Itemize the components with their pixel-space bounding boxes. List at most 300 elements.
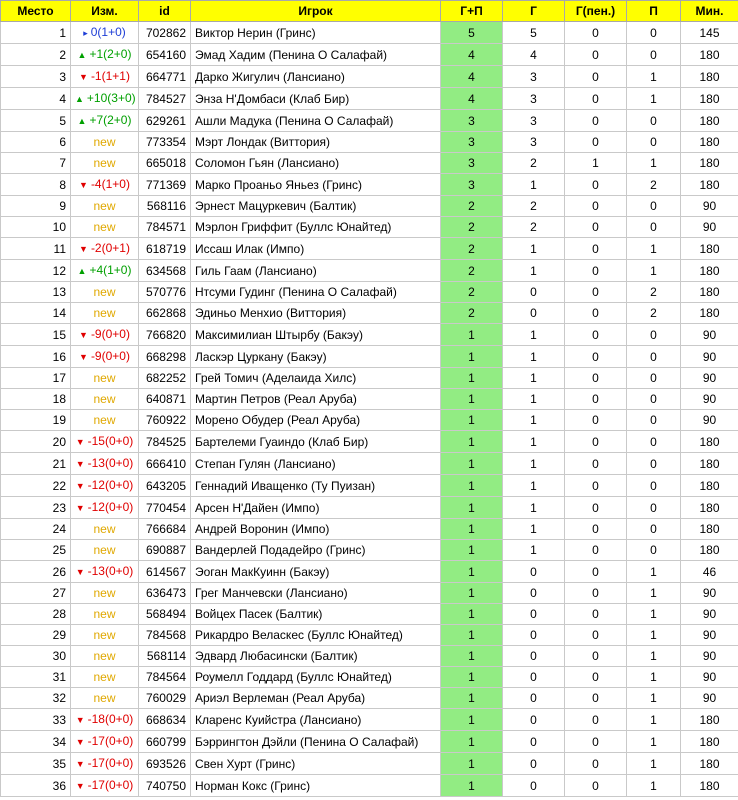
change-cell[interactable]: [71, 604, 139, 625]
goals-cell[interactable]: 0: [503, 303, 565, 324]
minutes-cell[interactable]: 90: [681, 217, 738, 238]
table-row[interactable]: [1, 346, 738, 368]
minutes-cell[interactable]: 180: [681, 431, 738, 453]
penalty-goals-cell[interactable]: 0: [565, 217, 627, 238]
id-cell[interactable]: 770454: [139, 497, 191, 519]
minutes-cell[interactable]: 180: [681, 519, 738, 540]
minutes-cell[interactable]: 180: [681, 497, 738, 519]
goals-assists-cell[interactable]: 2: [441, 217, 503, 238]
goals-assists-cell[interactable]: 1: [441, 346, 503, 368]
goals-cell[interactable]: 1: [503, 540, 565, 561]
change-cell[interactable]: [71, 368, 139, 389]
minutes-cell[interactable]: 180: [681, 303, 738, 324]
penalty-goals-cell[interactable]: 0: [565, 561, 627, 583]
minutes-cell[interactable]: 180: [681, 282, 738, 303]
id-cell[interactable]: 668298: [139, 346, 191, 368]
player-cell[interactable]: Энза Н'Домбаси (Клаб Бир): [191, 88, 441, 110]
goals-cell[interactable]: 1: [503, 238, 565, 260]
goals-assists-cell[interactable]: 1: [441, 688, 503, 709]
place-cell[interactable]: 18: [1, 389, 71, 410]
id-cell[interactable]: 784564: [139, 667, 191, 688]
goals-cell[interactable]: 1: [503, 431, 565, 453]
change-cell[interactable]: [71, 519, 139, 540]
goals-cell[interactable]: 3: [503, 110, 565, 132]
player-cell[interactable]: Степан Гулян (Лансиано): [191, 453, 441, 475]
minutes-cell[interactable]: 90: [681, 389, 738, 410]
goals-cell[interactable]: 0: [503, 753, 565, 775]
goals-cell[interactable]: 1: [503, 410, 565, 431]
penalty-goals-cell[interactable]: 0: [565, 688, 627, 709]
minutes-cell[interactable]: 180: [681, 540, 738, 561]
assists-cell[interactable]: 1: [627, 88, 681, 110]
place-cell[interactable]: 10: [1, 217, 71, 238]
goals-cell[interactable]: 1: [503, 260, 565, 282]
goals-assists-cell[interactable]: 1: [441, 753, 503, 775]
table-row[interactable]: [1, 709, 738, 731]
minutes-cell[interactable]: 180: [681, 153, 738, 174]
place-cell[interactable]: 5: [1, 110, 71, 132]
place-cell[interactable]: 7: [1, 153, 71, 174]
penalty-goals-cell[interactable]: 0: [565, 731, 627, 753]
assists-cell[interactable]: 1: [627, 688, 681, 709]
goals-assists-cell[interactable]: 1: [441, 540, 503, 561]
assists-cell[interactable]: 1: [627, 753, 681, 775]
player-cell[interactable]: Грей Томич (Аделаида Хилс): [191, 368, 441, 389]
col-header-goals-assists[interactable]: Г+П: [441, 1, 503, 22]
goals-assists-cell[interactable]: 1: [441, 646, 503, 667]
player-cell[interactable]: Эдиньо Менхио (Виттория): [191, 303, 441, 324]
minutes-cell[interactable]: 90: [681, 410, 738, 431]
goals-cell[interactable]: 2: [503, 153, 565, 174]
table-row[interactable]: [1, 368, 738, 389]
table-row[interactable]: [1, 604, 738, 625]
minutes-cell[interactable]: 180: [681, 66, 738, 88]
table-row[interactable]: [1, 174, 738, 196]
goals-cell[interactable]: 0: [503, 709, 565, 731]
assists-cell[interactable]: 0: [627, 22, 681, 44]
goals-assists-cell[interactable]: 2: [441, 260, 503, 282]
change-cell[interactable]: [71, 44, 139, 66]
goals-assists-cell[interactable]: 1: [441, 453, 503, 475]
goals-assists-cell[interactable]: 2: [441, 196, 503, 217]
place-cell[interactable]: 20: [1, 431, 71, 453]
goals-assists-cell[interactable]: 1: [441, 368, 503, 389]
id-cell[interactable]: 568494: [139, 604, 191, 625]
minutes-cell[interactable]: 90: [681, 604, 738, 625]
goals-cell[interactable]: 1: [503, 389, 565, 410]
goals-cell[interactable]: 3: [503, 88, 565, 110]
table-row[interactable]: [1, 196, 738, 217]
penalty-goals-cell[interactable]: 0: [565, 646, 627, 667]
change-cell[interactable]: [71, 110, 139, 132]
penalty-goals-cell[interactable]: 0: [565, 519, 627, 540]
goals-assists-cell[interactable]: 3: [441, 174, 503, 196]
goals-cell[interactable]: 1: [503, 497, 565, 519]
place-cell[interactable]: 35: [1, 753, 71, 775]
goals-assists-cell[interactable]: 1: [441, 561, 503, 583]
table-row[interactable]: [1, 110, 738, 132]
place-cell[interactable]: 26: [1, 561, 71, 583]
goals-cell[interactable]: 3: [503, 66, 565, 88]
assists-cell[interactable]: 0: [627, 110, 681, 132]
table-row[interactable]: [1, 667, 738, 688]
player-cell[interactable]: Ариэл Верлеман (Реал Аруба): [191, 688, 441, 709]
penalty-goals-cell[interactable]: 0: [565, 346, 627, 368]
minutes-cell[interactable]: 90: [681, 667, 738, 688]
id-cell[interactable]: 665018: [139, 153, 191, 174]
goals-cell[interactable]: 0: [503, 625, 565, 646]
assists-cell[interactable]: 0: [627, 540, 681, 561]
change-cell[interactable]: [71, 88, 139, 110]
id-cell[interactable]: 636473: [139, 583, 191, 604]
change-cell[interactable]: [71, 153, 139, 174]
penalty-goals-cell[interactable]: 1: [565, 153, 627, 174]
id-cell[interactable]: 702862: [139, 22, 191, 44]
table-row[interactable]: [1, 731, 738, 753]
place-cell[interactable]: 8: [1, 174, 71, 196]
change-cell[interactable]: [71, 453, 139, 475]
table-row[interactable]: [1, 238, 738, 260]
assists-cell[interactable]: 1: [627, 625, 681, 646]
goals-assists-cell[interactable]: 1: [441, 731, 503, 753]
goals-cell[interactable]: 1: [503, 174, 565, 196]
id-cell[interactable]: 640871: [139, 389, 191, 410]
place-cell[interactable]: 32: [1, 688, 71, 709]
id-cell[interactable]: 618719: [139, 238, 191, 260]
assists-cell[interactable]: 0: [627, 324, 681, 346]
assists-cell[interactable]: 0: [627, 475, 681, 497]
assists-cell[interactable]: 0: [627, 132, 681, 153]
change-cell[interactable]: [71, 561, 139, 583]
table-row[interactable]: [1, 88, 738, 110]
goals-cell[interactable]: 1: [503, 475, 565, 497]
change-cell[interactable]: [71, 282, 139, 303]
id-cell[interactable]: 760922: [139, 410, 191, 431]
change-cell[interactable]: [71, 625, 139, 646]
place-cell[interactable]: 30: [1, 646, 71, 667]
assists-cell[interactable]: 0: [627, 44, 681, 66]
change-cell[interactable]: [71, 132, 139, 153]
penalty-goals-cell[interactable]: 0: [565, 753, 627, 775]
player-cell[interactable]: Арсен Н'Дайен (Импо): [191, 497, 441, 519]
assists-cell[interactable]: 0: [627, 519, 681, 540]
goals-assists-cell[interactable]: 1: [441, 775, 503, 797]
id-cell[interactable]: 666410: [139, 453, 191, 475]
change-cell[interactable]: [71, 540, 139, 561]
goals-cell[interactable]: 1: [503, 453, 565, 475]
table-row[interactable]: [1, 540, 738, 561]
assists-cell[interactable]: 1: [627, 604, 681, 625]
goals-cell[interactable]: 0: [503, 604, 565, 625]
penalty-goals-cell[interactable]: 0: [565, 66, 627, 88]
player-cell[interactable]: Андрей Воронин (Импо): [191, 519, 441, 540]
change-cell[interactable]: [71, 431, 139, 453]
minutes-cell[interactable]: 180: [681, 110, 738, 132]
table-row[interactable]: [1, 132, 738, 153]
table-row[interactable]: [1, 497, 738, 519]
goals-assists-cell[interactable]: 1: [441, 475, 503, 497]
player-cell[interactable]: Виктор Нерин (Гринс): [191, 22, 441, 44]
goals-assists-cell[interactable]: 1: [441, 389, 503, 410]
id-cell[interactable]: 682252: [139, 368, 191, 389]
place-cell[interactable]: 4: [1, 88, 71, 110]
minutes-cell[interactable]: 180: [681, 174, 738, 196]
table-row[interactable]: [1, 775, 738, 797]
change-cell[interactable]: [71, 583, 139, 604]
id-cell[interactable]: 693526: [139, 753, 191, 775]
player-cell[interactable]: Кларенс Куийстра (Лансиано): [191, 709, 441, 731]
minutes-cell[interactable]: 180: [681, 475, 738, 497]
penalty-goals-cell[interactable]: 0: [565, 196, 627, 217]
assists-cell[interactable]: 2: [627, 174, 681, 196]
penalty-goals-cell[interactable]: 0: [565, 110, 627, 132]
penalty-goals-cell[interactable]: 0: [565, 604, 627, 625]
change-cell[interactable]: [71, 324, 139, 346]
assists-cell[interactable]: 1: [627, 646, 681, 667]
assists-cell[interactable]: 1: [627, 775, 681, 797]
penalty-goals-cell[interactable]: 0: [565, 174, 627, 196]
col-header-goals[interactable]: Г: [503, 1, 565, 22]
place-cell[interactable]: 19: [1, 410, 71, 431]
assists-cell[interactable]: 0: [627, 368, 681, 389]
player-cell[interactable]: Роумелл Годдард (Буллс Юнайтед): [191, 667, 441, 688]
change-cell[interactable]: [71, 303, 139, 324]
id-cell[interactable]: 773354: [139, 132, 191, 153]
goals-assists-cell[interactable]: 3: [441, 132, 503, 153]
goals-assists-cell[interactable]: 2: [441, 238, 503, 260]
minutes-cell[interactable]: 180: [681, 753, 738, 775]
assists-cell[interactable]: 1: [627, 583, 681, 604]
player-cell[interactable]: Ласкэр Цуркану (Бакэу): [191, 346, 441, 368]
assists-cell[interactable]: 0: [627, 410, 681, 431]
player-cell[interactable]: Свен Хурт (Гринс): [191, 753, 441, 775]
penalty-goals-cell[interactable]: 0: [565, 453, 627, 475]
minutes-cell[interactable]: 180: [681, 775, 738, 797]
penalty-goals-cell[interactable]: 0: [565, 475, 627, 497]
goals-cell[interactable]: 0: [503, 561, 565, 583]
goals-assists-cell[interactable]: 1: [441, 410, 503, 431]
assists-cell[interactable]: 1: [627, 238, 681, 260]
assists-cell[interactable]: 0: [627, 431, 681, 453]
id-cell[interactable]: 760029: [139, 688, 191, 709]
penalty-goals-cell[interactable]: 0: [565, 625, 627, 646]
goals-assists-cell[interactable]: 1: [441, 583, 503, 604]
place-cell[interactable]: 16: [1, 346, 71, 368]
assists-cell[interactable]: 1: [627, 667, 681, 688]
id-cell[interactable]: 690887: [139, 540, 191, 561]
penalty-goals-cell[interactable]: 0: [565, 667, 627, 688]
id-cell[interactable]: 740750: [139, 775, 191, 797]
assists-cell[interactable]: 0: [627, 497, 681, 519]
penalty-goals-cell[interactable]: 0: [565, 22, 627, 44]
id-cell[interactable]: 629261: [139, 110, 191, 132]
place-cell[interactable]: 22: [1, 475, 71, 497]
id-cell[interactable]: 634568: [139, 260, 191, 282]
goals-cell[interactable]: 0: [503, 688, 565, 709]
table-row[interactable]: [1, 22, 738, 44]
id-cell[interactable]: 570776: [139, 282, 191, 303]
goals-assists-cell[interactable]: 5: [441, 22, 503, 44]
table-row[interactable]: [1, 303, 738, 324]
col-header-change[interactable]: Изм.: [71, 1, 139, 22]
change-cell[interactable]: [71, 238, 139, 260]
penalty-goals-cell[interactable]: 0: [565, 88, 627, 110]
change-cell[interactable]: [71, 709, 139, 731]
place-cell[interactable]: 31: [1, 667, 71, 688]
id-cell[interactable]: 784527: [139, 88, 191, 110]
table-row[interactable]: [1, 260, 738, 282]
id-cell[interactable]: 568114: [139, 646, 191, 667]
id-cell[interactable]: 662868: [139, 303, 191, 324]
place-cell[interactable]: 12: [1, 260, 71, 282]
place-cell[interactable]: 17: [1, 368, 71, 389]
col-header-player[interactable]: Игрок: [191, 1, 441, 22]
goals-cell[interactable]: 2: [503, 196, 565, 217]
place-cell[interactable]: 3: [1, 66, 71, 88]
player-cell[interactable]: Эрнест Мацуркевич (Балтик): [191, 196, 441, 217]
goals-cell[interactable]: 1: [503, 346, 565, 368]
goals-cell[interactable]: 0: [503, 775, 565, 797]
penalty-goals-cell[interactable]: 0: [565, 540, 627, 561]
id-cell[interactable]: 643205: [139, 475, 191, 497]
goals-assists-cell[interactable]: 4: [441, 44, 503, 66]
table-row[interactable]: [1, 561, 738, 583]
assists-cell[interactable]: 0: [627, 453, 681, 475]
change-cell[interactable]: [71, 66, 139, 88]
place-cell[interactable]: 27: [1, 583, 71, 604]
goals-cell[interactable]: 1: [503, 324, 565, 346]
goals-assists-cell[interactable]: 4: [441, 66, 503, 88]
id-cell[interactable]: 766820: [139, 324, 191, 346]
place-cell[interactable]: 36: [1, 775, 71, 797]
change-cell[interactable]: [71, 346, 139, 368]
goals-assists-cell[interactable]: 2: [441, 282, 503, 303]
goals-assists-cell[interactable]: 3: [441, 110, 503, 132]
minutes-cell[interactable]: 90: [681, 583, 738, 604]
table-row[interactable]: [1, 44, 738, 66]
assists-cell[interactable]: 1: [627, 731, 681, 753]
id-cell[interactable]: 614567: [139, 561, 191, 583]
table-row[interactable]: [1, 410, 738, 431]
table-row[interactable]: [1, 583, 738, 604]
id-cell[interactable]: 784571: [139, 217, 191, 238]
id-cell[interactable]: 660799: [139, 731, 191, 753]
minutes-cell[interactable]: 90: [681, 368, 738, 389]
col-header-place[interactable]: Место: [1, 1, 71, 22]
table-row[interactable]: [1, 519, 738, 540]
table-row[interactable]: [1, 324, 738, 346]
id-cell[interactable]: 771369: [139, 174, 191, 196]
place-cell[interactable]: 6: [1, 132, 71, 153]
penalty-goals-cell[interactable]: 0: [565, 44, 627, 66]
table-row[interactable]: [1, 753, 738, 775]
change-cell[interactable]: [71, 775, 139, 797]
goals-assists-cell[interactable]: 1: [441, 709, 503, 731]
change-cell[interactable]: [71, 497, 139, 519]
assists-cell[interactable]: 0: [627, 196, 681, 217]
col-header-minutes[interactable]: Мин.: [681, 1, 738, 22]
change-cell[interactable]: [71, 217, 139, 238]
goals-assists-cell[interactable]: 1: [441, 324, 503, 346]
penalty-goals-cell[interactable]: 0: [565, 775, 627, 797]
penalty-goals-cell[interactable]: 0: [565, 238, 627, 260]
player-cell[interactable]: Норман Кокс (Гринс): [191, 775, 441, 797]
goals-assists-cell[interactable]: 1: [441, 431, 503, 453]
goals-cell[interactable]: 0: [503, 282, 565, 303]
table-row[interactable]: [1, 431, 738, 453]
col-header-id[interactable]: id: [139, 1, 191, 22]
player-cell[interactable]: Марко Проаньо Яньез (Гринс): [191, 174, 441, 196]
assists-cell[interactable]: 1: [627, 153, 681, 174]
place-cell[interactable]: 24: [1, 519, 71, 540]
id-cell[interactable]: 654160: [139, 44, 191, 66]
minutes-cell[interactable]: 180: [681, 238, 738, 260]
table-row[interactable]: [1, 282, 738, 303]
goals-cell[interactable]: 3: [503, 132, 565, 153]
goals-cell[interactable]: 1: [503, 368, 565, 389]
goals-assists-cell[interactable]: 2: [441, 303, 503, 324]
assists-cell[interactable]: 2: [627, 282, 681, 303]
table-row[interactable]: [1, 475, 738, 497]
table-row[interactable]: [1, 153, 738, 174]
place-cell[interactable]: 11: [1, 238, 71, 260]
player-cell[interactable]: Гиль Гаам (Лансиано): [191, 260, 441, 282]
table-row[interactable]: [1, 66, 738, 88]
place-cell[interactable]: 9: [1, 196, 71, 217]
minutes-cell[interactable]: 180: [681, 88, 738, 110]
change-cell[interactable]: [71, 410, 139, 431]
penalty-goals-cell[interactable]: 0: [565, 260, 627, 282]
goals-assists-cell[interactable]: 4: [441, 88, 503, 110]
place-cell[interactable]: 34: [1, 731, 71, 753]
assists-cell[interactable]: 1: [627, 260, 681, 282]
player-cell[interactable]: Максимилиан Штырбу (Бакэу): [191, 324, 441, 346]
player-cell[interactable]: Мэрт Лондак (Виттория): [191, 132, 441, 153]
assists-cell[interactable]: 0: [627, 346, 681, 368]
player-cell[interactable]: Бэррингтон Дэйли (Пенина О Салафай): [191, 731, 441, 753]
goals-assists-cell[interactable]: 1: [441, 667, 503, 688]
change-cell[interactable]: [71, 475, 139, 497]
place-cell[interactable]: 21: [1, 453, 71, 475]
goals-cell[interactable]: 2: [503, 217, 565, 238]
goals-assists-cell[interactable]: 1: [441, 625, 503, 646]
minutes-cell[interactable]: 90: [681, 625, 738, 646]
player-cell[interactable]: Мартин Петров (Реал Аруба): [191, 389, 441, 410]
penalty-goals-cell[interactable]: 0: [565, 709, 627, 731]
player-cell[interactable]: Нтсуми Гудинг (Пенина О Салафай): [191, 282, 441, 303]
place-cell[interactable]: 23: [1, 497, 71, 519]
assists-cell[interactable]: 1: [627, 709, 681, 731]
penalty-goals-cell[interactable]: 0: [565, 303, 627, 324]
goals-assists-cell[interactable]: 1: [441, 497, 503, 519]
id-cell[interactable]: 664771: [139, 66, 191, 88]
player-cell[interactable]: Соломон Гьян (Лансиано): [191, 153, 441, 174]
id-cell[interactable]: 766684: [139, 519, 191, 540]
id-cell[interactable]: 784525: [139, 431, 191, 453]
player-cell[interactable]: Грег Манчевски (Лансиано): [191, 583, 441, 604]
change-cell[interactable]: [71, 174, 139, 196]
player-cell[interactable]: Морено Обудер (Реал Аруба): [191, 410, 441, 431]
table-row[interactable]: [1, 625, 738, 646]
penalty-goals-cell[interactable]: 0: [565, 389, 627, 410]
assists-cell[interactable]: 1: [627, 66, 681, 88]
table-row[interactable]: [1, 453, 738, 475]
place-cell[interactable]: 1: [1, 22, 71, 44]
place-cell[interactable]: 14: [1, 303, 71, 324]
goals-assists-cell[interactable]: 3: [441, 153, 503, 174]
penalty-goals-cell[interactable]: 0: [565, 497, 627, 519]
place-cell[interactable]: 29: [1, 625, 71, 646]
